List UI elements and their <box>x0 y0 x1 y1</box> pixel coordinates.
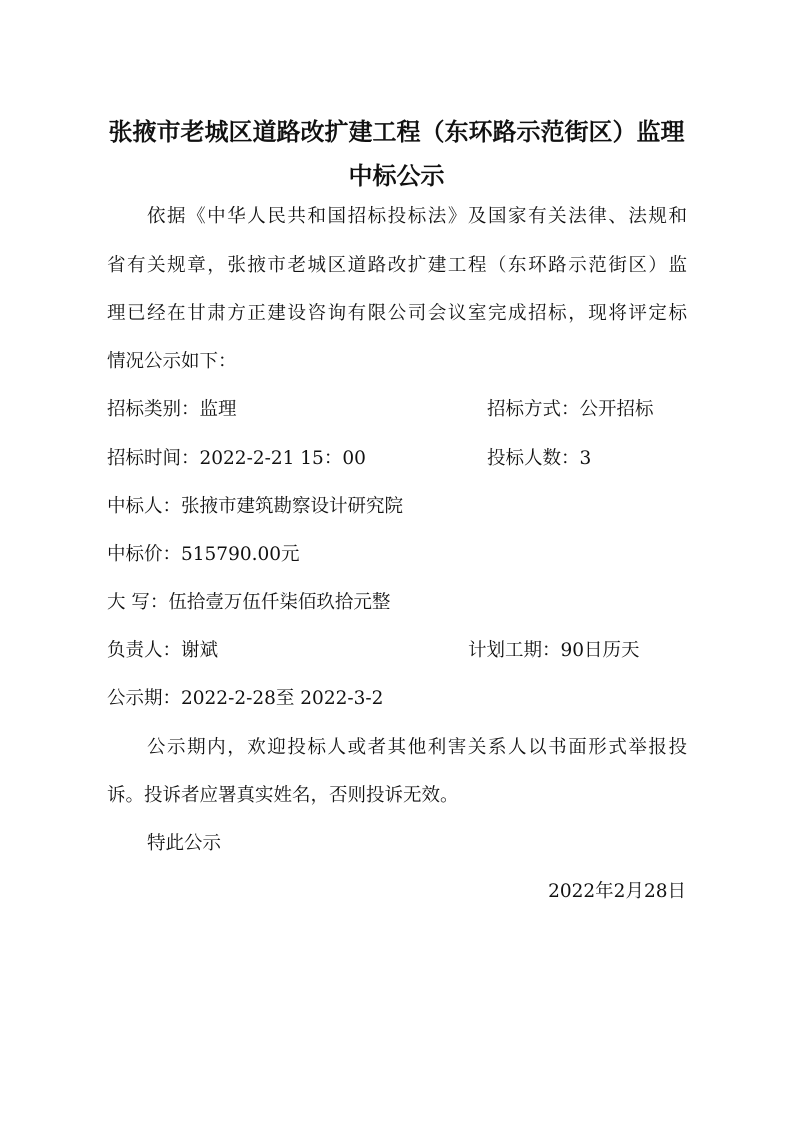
publication-date: 2022年2月28日 <box>548 881 686 902</box>
document-title-line-2: 中标公示 <box>348 162 445 190</box>
price-in-words: 大 写：伍拾壹万伍仟柒佰玖拾元整 <box>107 592 391 613</box>
intro-line-1: 依据《中华人民共和国招标投标法》及国家有关法律、法规和 <box>147 206 687 227</box>
bid-time: 招标时间：2022-2-21 15：00 <box>107 448 366 469</box>
bidder-count: 投标人数：3 <box>487 448 592 469</box>
planned-duration: 计划工期：90日历天 <box>468 640 640 661</box>
notice-period: 公示期：2022-2-28至 2022-3-2 <box>107 688 384 709</box>
bid-category: 招标类别：监理 <box>107 399 237 420</box>
complaint-line-2: 诉。投诉者应署真实姓名，否则投诉无效。 <box>107 785 459 806</box>
closing-remark: 特此公示 <box>147 833 222 854</box>
intro-line-2: 省有关规章，张掖市老城区道路改扩建工程（东环路示范街区）监 <box>107 255 687 276</box>
complaint-line-1: 公示期内，欢迎投标人或者其他利害关系人以书面形式举报投 <box>147 737 687 758</box>
document-title-line-1: 张掖市老城区道路改扩建工程（东环路示范街区）监理 <box>108 118 685 146</box>
winning-bidder: 中标人：张掖市建筑勘察设计研究院 <box>107 496 404 517</box>
bid-method: 招标方式：公开招标 <box>487 399 654 420</box>
intro-line-3: 理已经在甘肃方正建设咨询有限公司会议室完成招标，现将评定标 <box>107 303 687 324</box>
intro-line-4: 情况公示如下： <box>107 351 237 372</box>
winning-price: 中标价：515790.00元 <box>107 544 300 565</box>
project-manager: 负责人：谢斌 <box>107 640 219 661</box>
